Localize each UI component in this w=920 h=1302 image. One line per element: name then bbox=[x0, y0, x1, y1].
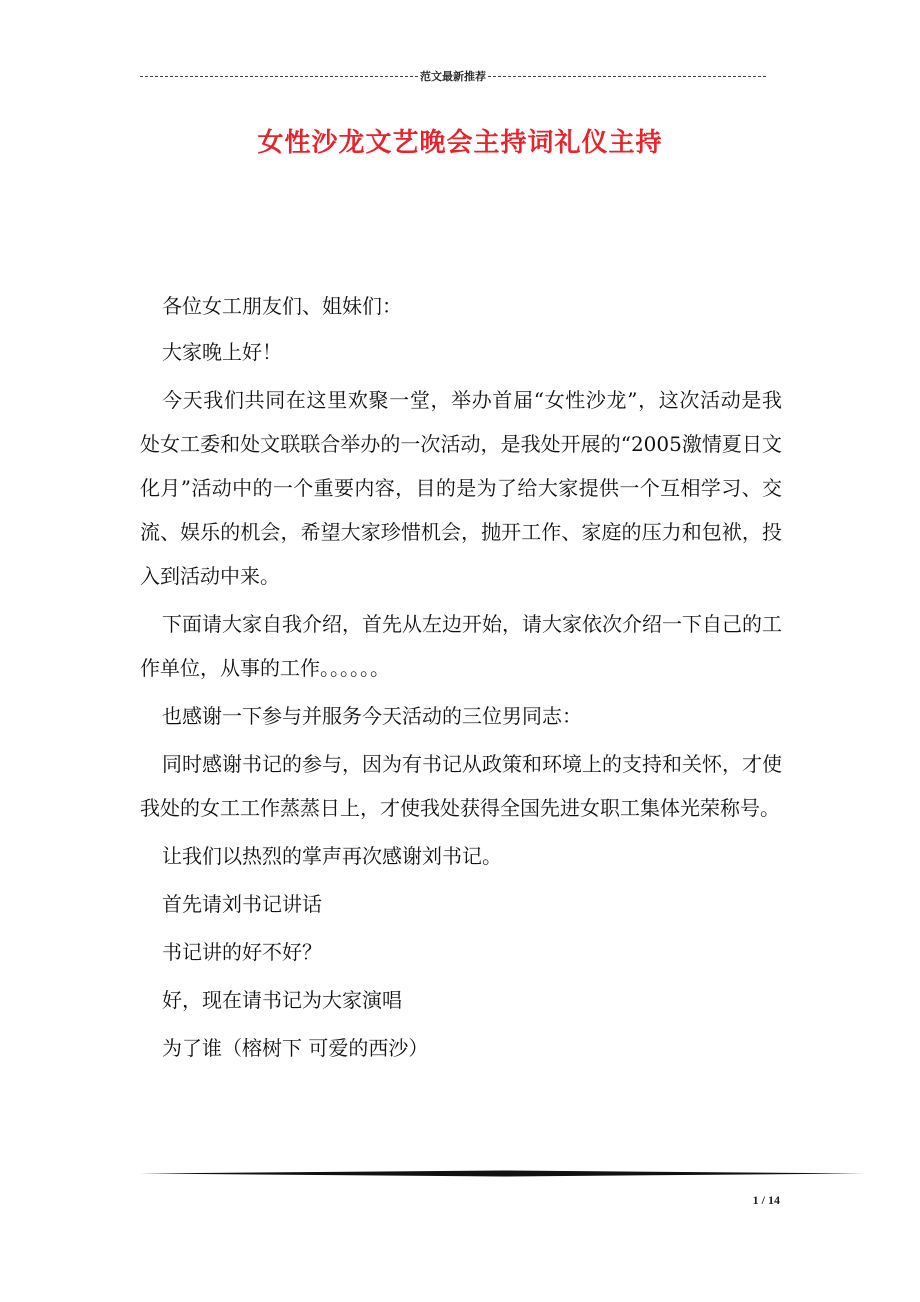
page-number: 1 / 14 bbox=[752, 1193, 780, 1207]
paragraph-greeting: 各位女工朋友们、姐妹们： bbox=[162, 294, 402, 318]
paragraph-thanks-secretary: 同时感谢书记的参与，因为有书记从政策和环境上的支持和关怀，才使我处的女工工作蒸蒸日上，才使我处获得全国先进女职工集体光荣称号。 bbox=[140, 752, 782, 820]
paragraph-evening: 大家晚上好！ bbox=[162, 340, 282, 364]
paragraph-thanks-men: 也感谢一下参与并服务今天活动的三位男同志： bbox=[162, 704, 582, 728]
header-dash-right bbox=[488, 76, 766, 77]
document-body bbox=[140, 284, 782, 1074]
document-title: 女性沙龙文艺晚会主持词礼仪主持 bbox=[257, 128, 663, 158]
paragraph-song: 为了谁（榕树下 可爱的西沙） bbox=[162, 1036, 429, 1060]
paragraph-sing: 好，现在请书记为大家演唱 bbox=[162, 988, 402, 1012]
paragraph-applause: 让我们以热烈的掌声再次感谢刘书记。 bbox=[162, 844, 502, 868]
header-label: 范文最新推荐 bbox=[420, 70, 486, 83]
footer-rule bbox=[140, 1168, 864, 1180]
paragraph-question: 书记讲的好不好？ bbox=[162, 940, 322, 964]
paragraph-self-intro: 下面请大家自我介绍，首先从左边开始，请大家依次介绍一下自己的工作单位，从事的工作。。。。。。 bbox=[140, 612, 782, 680]
header-dash-left bbox=[140, 76, 418, 77]
paragraph-speech: 首先请刘书记讲话 bbox=[162, 892, 322, 916]
page-header bbox=[140, 68, 766, 84]
paragraph-intro: 今天我们共同在这里欢聚一堂，举办首届“女性沙龙”，这次活动是我处女工委和处文联联合举办的一次活动，是我处开展的“2005激情夏日文化月”活动中的一个重要内容，目的是为了给大家提供一个互相学习、交流、娱乐的机会，希望大家珍惜机会，抛开工作、家庭的压力和包袱，投入到活动中来。 bbox=[140, 388, 782, 588]
